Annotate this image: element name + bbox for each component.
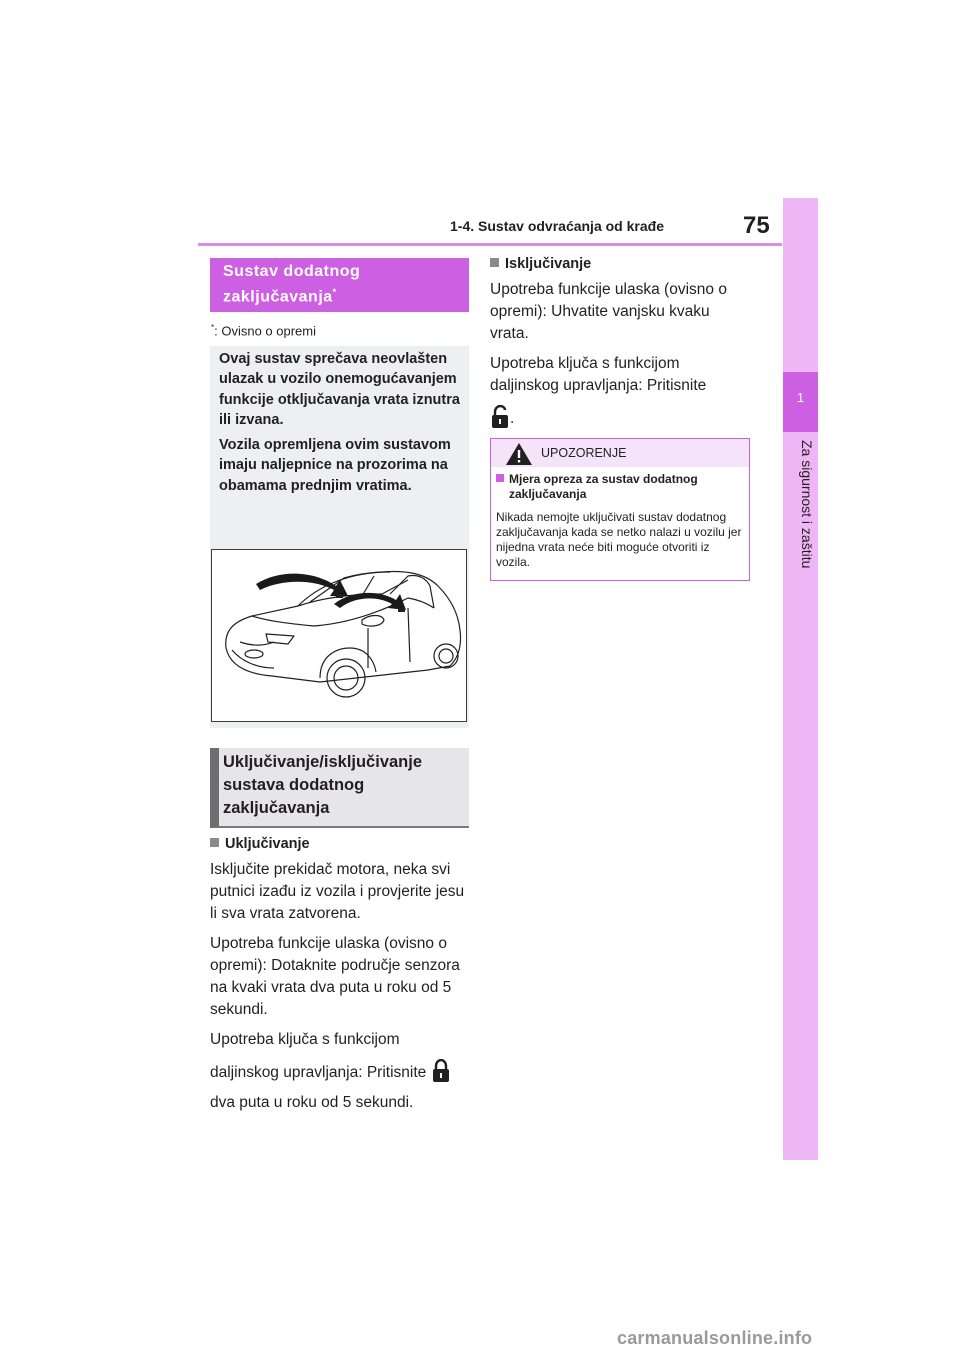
footnote-marker: * <box>211 323 215 332</box>
car-window-sticker-illustration <box>211 549 467 722</box>
warning-subtitle <box>496 472 746 502</box>
warning-bullet-icon <box>496 474 504 482</box>
warning-subtitle-text: Mjera opreza za sustav dodatnog zaključavanja <box>509 472 698 501</box>
chapter-number: 1 <box>796 390 805 405</box>
page-number: 75 <box>743 212 770 239</box>
turn-on-paragraph-1: Isključite prekidač motora, neka svi putnici izađu iz vozila i provjerite jesu li sva vrata zatvorena. <box>210 861 465 922</box>
turn-off-title-text: Isključivanje <box>505 256 592 272</box>
warning-body: Nikada nemojte uključivati sustav dodatnog zaključavanja kada se netko nalazi u vozilu jer nijedna vrata neće biti moguće otvoriti iz vozila. <box>496 510 742 569</box>
section-heading-on-off: Uključivanje/isključivanje sustava dodatnog zaključavanja <box>210 748 469 828</box>
turn-off-paragraph-2: Upotreba ključa s funkcijom daljinskog upravljanja: Pritisnite <box>490 355 707 394</box>
warning-triangle-icon <box>505 442 533 471</box>
turn-off-body <box>490 279 752 430</box>
warning-title: UPOZORENJE <box>541 446 627 460</box>
turn-off-block <box>490 256 752 430</box>
unlock-icon <box>490 405 510 429</box>
right-window-sticker <box>398 608 405 612</box>
section-heading-double-lock <box>210 258 469 312</box>
turn-on-paragraph-2: Upotreba funkcije ulaska (ovisno o opremi): Dotaknite područje senzora na kvaki vrata dva puta u roku od 5 sekundi. <box>210 935 460 1018</box>
turn-on-title-text: Uključivanje <box>225 836 310 852</box>
section-heading-text: Sustav dodatnog zaključavanja <box>223 263 361 306</box>
bullet-square-icon <box>490 258 499 267</box>
turn-on-paragraph-3b-text: daljinskog upravljanja: Pritisnite <box>210 1064 427 1081</box>
header-section-title: 1-4. Sustav odvraćanja od krađe <box>450 218 664 234</box>
lock-icon <box>431 1059 451 1083</box>
intro-paragraph-2: Vozila opremljena ovim sustavom imaju naljepnice na prozorima na obamama prednjim vratima. <box>219 437 451 494</box>
car-illustration-svg <box>212 550 466 721</box>
turn-on-paragraph-3b <box>210 1059 470 1084</box>
turn-off-title <box>490 256 752 272</box>
watermark: carmanualsonline.info <box>617 1328 813 1348</box>
chapter-title: Za sigurnost i zaštitu <box>799 440 815 569</box>
footnote <box>211 323 316 338</box>
heading-footnote-marker: * <box>332 287 337 297</box>
turn-off-paragraph-1: Upotreba funkcije ulaska (ovisno o opremi): Uhvatite vanjsku kvaku vrata. <box>490 281 727 342</box>
turn-off-paragraph-2-period: . <box>510 410 515 427</box>
turn-on-body <box>210 859 470 1114</box>
header-rule <box>198 243 782 246</box>
footnote-text: : Ovisno o opremi <box>214 323 316 339</box>
turn-off-paragraph-2-end <box>490 405 752 430</box>
turn-on-title <box>210 836 470 852</box>
turn-on-paragraph-3a: Upotreba ključa s funkcijom <box>210 1031 400 1048</box>
bullet-square-icon <box>210 838 219 847</box>
left-window-sticker <box>336 594 343 598</box>
turn-on-block <box>210 836 470 1122</box>
turn-on-paragraph-3c: dva puta u roku od 5 sekundi. <box>210 1094 414 1111</box>
intro-text <box>219 349 465 501</box>
chapter-side-tab <box>783 198 818 1160</box>
intro-paragraph-1: Ovaj sustav sprečava neovlašten ulazak u vozilo onemogućavanjem funkcije otključavanja vrata iznutra ili izvana. <box>219 351 460 428</box>
